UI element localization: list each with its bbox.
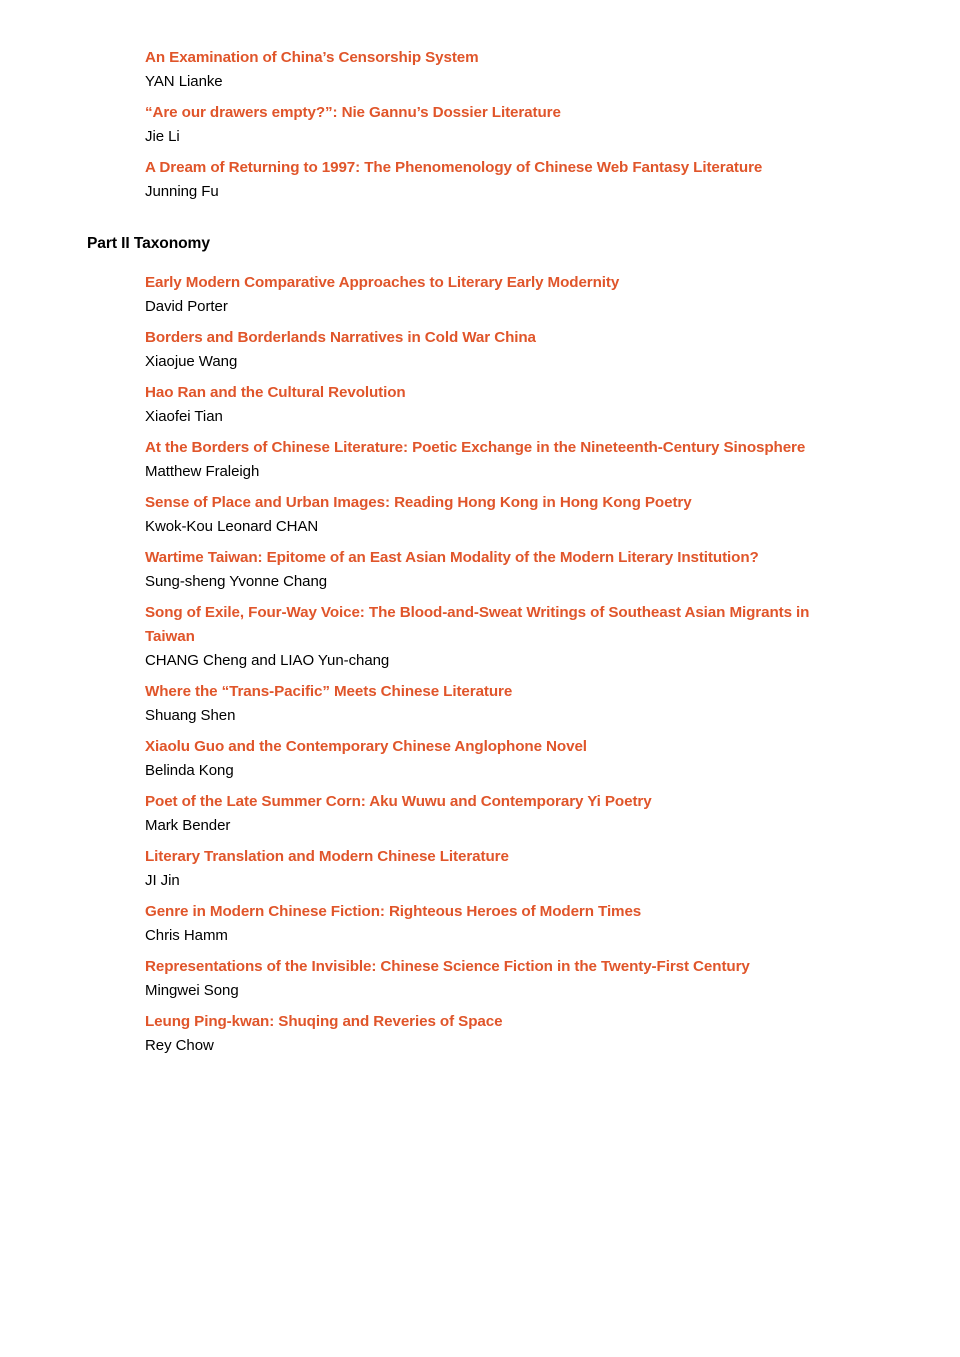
- entry-title[interactable]: Xiaolu Guo and the Contemporary Chinese Anglophone Novel: [145, 738, 587, 755]
- toc-entry-list: [0, 271, 960, 1058]
- entry-author: Junning Fu: [145, 183, 219, 200]
- toc-section-continued-entries: [0, 46, 960, 204]
- toc-entry[interactable]: [0, 101, 960, 149]
- entry-title[interactable]: An Examination of China’s Censorship System: [145, 49, 479, 66]
- toc-entry-list: [0, 46, 960, 204]
- entry-title[interactable]: Wartime Taiwan: Epitome of an East Asian Modality of the Modern Literary Institution?: [145, 549, 759, 566]
- entry-author: CHANG Cheng and LIAO Yun-chang: [145, 652, 390, 669]
- entry-title[interactable]: Sense of Place and Urban Images: Reading Hong Kong in Hong Kong Poetry: [145, 494, 692, 511]
- entry-title[interactable]: “Are our drawers empty?”: Nie Gannu’s Dossier Literature: [145, 104, 561, 121]
- entry-author: Kwok-Kou Leonard CHAN: [145, 518, 319, 535]
- entry-author: Mark Bender: [145, 817, 231, 834]
- entry-author: Shuang Shen: [145, 707, 236, 724]
- table-of-contents: [0, 46, 960, 1058]
- toc-entry[interactable]: [0, 601, 960, 673]
- entry-author: Jie Li: [145, 128, 180, 145]
- toc-entry[interactable]: [0, 436, 960, 484]
- entry-title[interactable]: Hao Ran and the Cultural Revolution: [145, 384, 406, 401]
- entry-author: Sung-sheng Yvonne Chang: [145, 573, 328, 590]
- entry-title[interactable]: Where the “Trans-Pacific” Meets Chinese Literature: [145, 683, 513, 700]
- part-heading: Part II Taxonomy: [87, 235, 210, 252]
- toc-entry[interactable]: [0, 271, 960, 319]
- entry-title[interactable]: Song of Exile, Four-Way Voice: The Blood-and-Sweat Writings of Southeast Asian Migrants in Taiwan: [145, 604, 810, 645]
- entry-author: Rey Chow: [145, 1037, 214, 1054]
- toc-entry[interactable]: [0, 546, 960, 594]
- entry-title[interactable]: Literary Translation and Modern Chinese Literature: [145, 848, 509, 865]
- entry-title[interactable]: Early Modern Comparative Approaches to Literary Early Modernity: [145, 274, 620, 291]
- entry-title[interactable]: Borders and Borderlands Narratives in Cold War China: [145, 329, 536, 346]
- toc-entry[interactable]: [0, 1010, 960, 1058]
- entry-author: Chris Hamm: [145, 927, 228, 944]
- entry-author: JI Jin: [145, 872, 180, 889]
- toc-entry[interactable]: [0, 491, 960, 539]
- toc-entry[interactable]: [0, 790, 960, 838]
- entry-author: Xiaofei Tian: [145, 408, 223, 425]
- toc-entry[interactable]: [0, 955, 960, 1003]
- entry-title[interactable]: At the Borders of Chinese Literature: Poetic Exchange in the Nineteenth-Century Sinosphere: [145, 439, 806, 456]
- entry-author: Belinda Kong: [145, 762, 234, 779]
- entry-author: Matthew Fraleigh: [145, 463, 260, 480]
- toc-entry[interactable]: [0, 680, 960, 728]
- entry-author: Mingwei Song: [145, 982, 239, 999]
- toc-entry[interactable]: [0, 326, 960, 374]
- entry-title[interactable]: Leung Ping-kwan: Shuqing and Reveries of Space: [145, 1013, 503, 1030]
- toc-section-part-ii-taxonomy: [0, 211, 960, 1058]
- entry-author: YAN Lianke: [145, 73, 223, 90]
- entry-title[interactable]: Poet of the Late Summer Corn: Aku Wuwu and Contemporary Yi Poetry: [145, 793, 652, 810]
- entry-author: Xiaojue Wang: [145, 353, 238, 370]
- toc-entry[interactable]: [0, 845, 960, 893]
- entry-title[interactable]: Representations of the Invisible: Chinese Science Fiction in the Twenty-First Century: [145, 958, 750, 975]
- entry-author: David Porter: [145, 298, 228, 315]
- toc-entry[interactable]: [0, 156, 960, 204]
- toc-entry[interactable]: [0, 735, 960, 783]
- entry-title[interactable]: Genre in Modern Chinese Fiction: Righteous Heroes of Modern Times: [145, 903, 642, 920]
- toc-entry[interactable]: [0, 900, 960, 948]
- entry-title[interactable]: A Dream of Returning to 1997: The Phenomenology of Chinese Web Fantasy Literature: [145, 159, 763, 176]
- toc-entry[interactable]: [0, 381, 960, 429]
- toc-entry[interactable]: [0, 46, 960, 94]
